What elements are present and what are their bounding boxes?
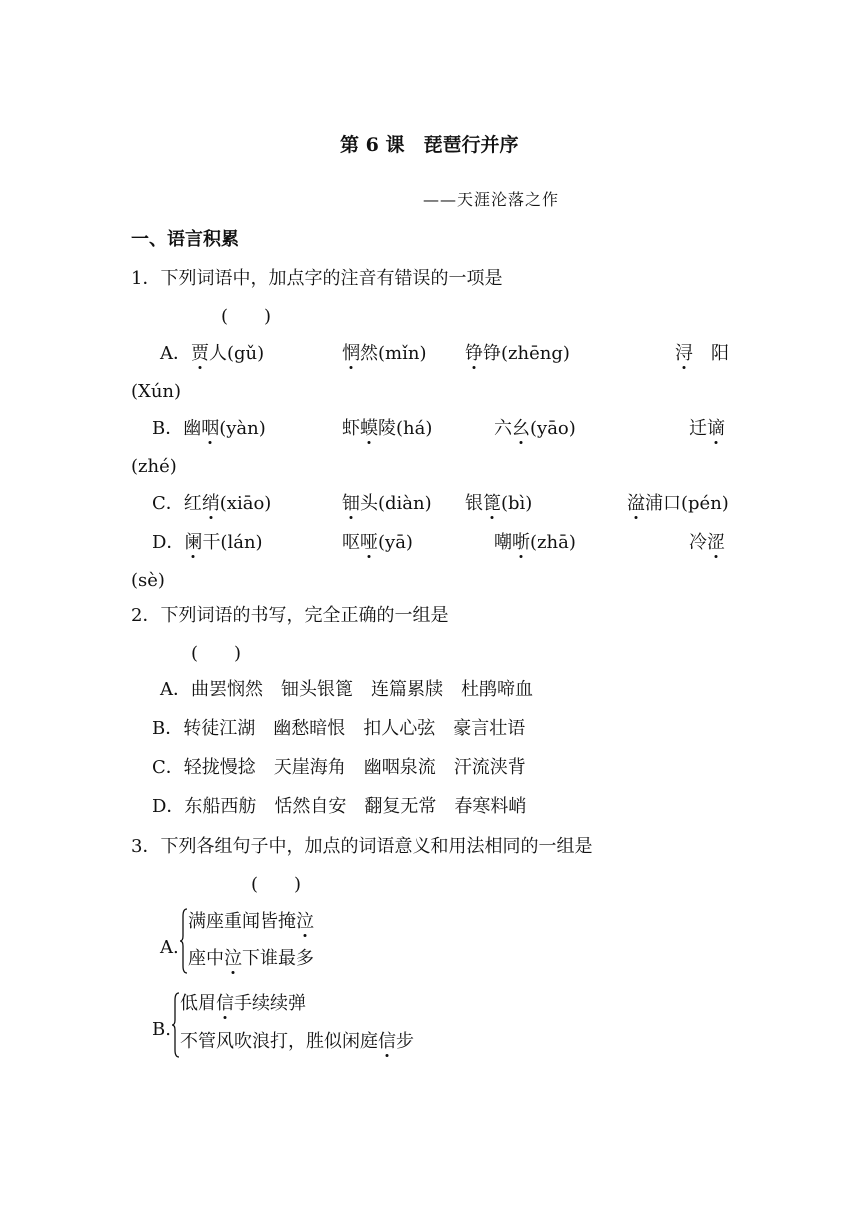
q3-answer-paren: ( ) (251, 874, 302, 895)
q2-option-b: B．转徒江湖 幽愁暗恨 扣人心弦 豪言壮语 (152, 718, 526, 739)
q1-option-b-4: 迁谪 (689, 418, 725, 439)
q1-option-d-wrap: (sè) (131, 570, 165, 591)
q3-option-b-brace (172, 992, 178, 1058)
q3-option-b-sentence-1: 低眉信手续续弹 (180, 993, 306, 1014)
q2-answer-paren: ( ) (191, 643, 242, 664)
q2-option-a: A．曲罢悯然 钿头银篦 连篇累牍 杜鹃啼血 (160, 679, 533, 700)
q1-option-b-wrap: (zhé) (131, 456, 177, 477)
lesson-title: 第 6 课 琵琶行并序 (340, 134, 519, 156)
q1-option-b-2: 虾蟆陵(há) (342, 418, 433, 439)
section-heading: 一、语言积累 (131, 229, 239, 250)
q3-option-a-sentence-1: 满座重闻皆掩泣 (188, 911, 314, 932)
q2-option-c: C．轻拢慢捻 天崖海角 幽咽泉流 汗流浃背 (152, 757, 526, 778)
q1-option-d-3: 嘲哳(zhā) (494, 532, 576, 553)
q1-option-b-1: B．幽咽(yàn) (152, 418, 266, 439)
q1-option-b-3: 六幺(yāo) (494, 418, 576, 439)
q3-stem: 3．下列各组句子中，加点的词语意义和用法相同的一组是 (131, 836, 593, 857)
q1-option-a-wrap: (Xún) (131, 381, 182, 402)
q1-option-a-2: 惘然(mǐn) (342, 343, 427, 364)
q1-option-d-4: 冷涩 (689, 532, 725, 553)
q2-stem: 2．下列词语的书写，完全正确的一组是 (131, 605, 449, 626)
q1-option-a-1: A．贾人(gǔ) (160, 343, 265, 364)
q1-option-c-3: 银篦(bì) (465, 493, 533, 514)
q1-answer-paren: ( ) (221, 306, 272, 327)
q1-option-a-3: 铮铮(zhēng) (465, 343, 570, 364)
q1-option-a-4: 浔 阳 (675, 343, 729, 364)
q3-option-b-sentence-2: 不管风吹浪打，胜似闲庭信步 (180, 1031, 414, 1052)
q3-option-b-label: B. (152, 1019, 171, 1040)
q3-option-a-sentence-2: 座中泣下谁最多 (188, 948, 314, 969)
q1-option-c-4: 湓浦口(pén) (627, 493, 729, 514)
q1-option-c-1: C．红绡(xiāo) (152, 493, 272, 514)
lesson-subtitle: ——天涯沦落之作 (423, 190, 560, 209)
q1-option-c-2: 钿头(diàn) (342, 493, 432, 514)
q1-option-d-1: D．阑干(lán) (152, 532, 263, 553)
q1-stem: 1．下列词语中，加点字的注音有错误的一项是 (131, 268, 503, 289)
q3-option-a-brace (180, 908, 186, 974)
q3-option-a-label: A. (160, 937, 179, 958)
q1-option-d-2: 呕哑(yā) (342, 532, 413, 553)
q2-option-d: D．东船西舫 恬然自安 翻复无常 春寒料峭 (152, 796, 527, 817)
